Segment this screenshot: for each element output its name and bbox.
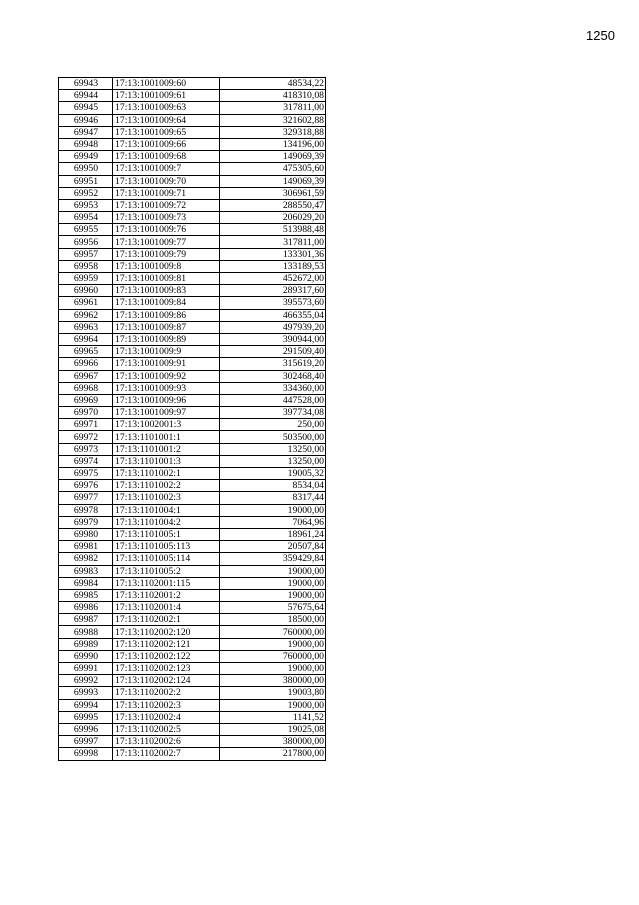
cadastral-code-cell: 17:13:1102001:115 bbox=[113, 577, 220, 589]
cadastral-code-cell: 17:13:1001009:92 bbox=[113, 370, 220, 382]
row-id-cell: 69971 bbox=[59, 419, 113, 431]
value-cell: 760000,00 bbox=[220, 626, 326, 638]
value-cell: 149069,39 bbox=[220, 175, 326, 187]
value-cell: 19000,00 bbox=[220, 504, 326, 516]
value-cell: 315619,20 bbox=[220, 358, 326, 370]
cadastral-code-cell: 17:13:1001009:86 bbox=[113, 309, 220, 321]
row-id-cell: 69944 bbox=[59, 90, 113, 102]
value-cell: 19000,00 bbox=[220, 577, 326, 589]
table-row bbox=[59, 419, 326, 431]
row-id-cell: 69995 bbox=[59, 711, 113, 723]
row-id-cell: 69984 bbox=[59, 577, 113, 589]
cadastral-code-cell: 17:13:1001009:76 bbox=[113, 224, 220, 236]
table-row bbox=[59, 431, 326, 443]
row-id-cell: 69973 bbox=[59, 443, 113, 455]
row-id-cell: 69975 bbox=[59, 468, 113, 480]
value-cell: 447528,00 bbox=[220, 394, 326, 406]
row-id-cell: 69981 bbox=[59, 541, 113, 553]
cadastral-code-cell: 17:13:1101005:2 bbox=[113, 565, 220, 577]
cadastral-code-cell: 17:13:1001009:63 bbox=[113, 102, 220, 114]
value-cell: 134196,00 bbox=[220, 138, 326, 150]
value-cell: 317811,00 bbox=[220, 236, 326, 248]
table-row bbox=[59, 699, 326, 711]
row-id-cell: 69955 bbox=[59, 224, 113, 236]
table-row bbox=[59, 663, 326, 675]
row-id-cell: 69964 bbox=[59, 333, 113, 345]
cadastral-code-cell: 17:13:1101002:2 bbox=[113, 480, 220, 492]
cadastral-code-cell: 17:13:1001009:61 bbox=[113, 90, 220, 102]
row-id-cell: 69948 bbox=[59, 138, 113, 150]
value-cell: 19000,00 bbox=[220, 663, 326, 675]
row-id-cell: 69958 bbox=[59, 260, 113, 272]
row-id-cell: 69979 bbox=[59, 516, 113, 528]
value-cell: 466355,04 bbox=[220, 309, 326, 321]
cadastral-code-cell: 17:13:1101002:3 bbox=[113, 492, 220, 504]
cadastral-code-cell: 17:13:1001009:93 bbox=[113, 382, 220, 394]
value-cell: 503500,00 bbox=[220, 431, 326, 443]
table-row bbox=[59, 468, 326, 480]
cadastral-code-cell: 17:13:1001009:81 bbox=[113, 273, 220, 285]
cadastral-code-cell: 17:13:1102001:4 bbox=[113, 602, 220, 614]
row-id-cell: 69989 bbox=[59, 638, 113, 650]
value-cell: 13250,00 bbox=[220, 455, 326, 467]
row-id-cell: 69960 bbox=[59, 285, 113, 297]
value-cell: 18500,00 bbox=[220, 614, 326, 626]
value-cell: 497939,20 bbox=[220, 321, 326, 333]
cadastral-code-cell: 17:13:1102002:2 bbox=[113, 687, 220, 699]
row-id-cell: 69950 bbox=[59, 163, 113, 175]
cadastral-code-cell: 17:13:1001009:7 bbox=[113, 163, 220, 175]
value-cell: 329318,88 bbox=[220, 126, 326, 138]
value-cell: 19000,00 bbox=[220, 565, 326, 577]
value-cell: 57675,64 bbox=[220, 602, 326, 614]
row-id-cell: 69977 bbox=[59, 492, 113, 504]
value-cell: 334360,00 bbox=[220, 382, 326, 394]
records-table-body bbox=[59, 78, 326, 761]
table-row bbox=[59, 516, 326, 528]
row-id-cell: 69974 bbox=[59, 455, 113, 467]
cadastral-code-cell: 17:13:1102002:1 bbox=[113, 614, 220, 626]
cadastral-code-cell: 17:13:1001009:64 bbox=[113, 114, 220, 126]
cadastral-code-cell: 17:13:1102002:124 bbox=[113, 675, 220, 687]
table-row bbox=[59, 151, 326, 163]
value-cell: 321602,88 bbox=[220, 114, 326, 126]
table-row bbox=[59, 370, 326, 382]
row-id-cell: 69953 bbox=[59, 199, 113, 211]
row-id-cell: 69990 bbox=[59, 650, 113, 662]
cadastral-code-cell: 17:13:1101004:1 bbox=[113, 504, 220, 516]
table-row bbox=[59, 78, 326, 90]
table-row bbox=[59, 321, 326, 333]
table-row bbox=[59, 394, 326, 406]
row-id-cell: 69965 bbox=[59, 346, 113, 358]
table-row bbox=[59, 199, 326, 211]
cadastral-code-cell: 17:13:1002001:3 bbox=[113, 419, 220, 431]
cadastral-code-cell: 17:13:1102002:5 bbox=[113, 723, 220, 735]
value-cell: 19000,00 bbox=[220, 638, 326, 650]
value-cell: 217800,00 bbox=[220, 748, 326, 760]
row-id-cell: 69992 bbox=[59, 675, 113, 687]
cadastral-code-cell: 17:13:1001009:97 bbox=[113, 407, 220, 419]
cadastral-code-cell: 17:13:1101001:3 bbox=[113, 455, 220, 467]
row-id-cell: 69943 bbox=[59, 78, 113, 90]
table-row bbox=[59, 273, 326, 285]
value-cell: 19025,08 bbox=[220, 723, 326, 735]
table-row bbox=[59, 711, 326, 723]
table-row bbox=[59, 589, 326, 601]
cadastral-code-cell: 17:13:1001009:73 bbox=[113, 212, 220, 224]
row-id-cell: 69985 bbox=[59, 589, 113, 601]
row-id-cell: 69991 bbox=[59, 663, 113, 675]
table-row bbox=[59, 102, 326, 114]
cadastral-code-cell: 17:13:1102002:7 bbox=[113, 748, 220, 760]
row-id-cell: 69998 bbox=[59, 748, 113, 760]
table-row bbox=[59, 163, 326, 175]
cadastral-code-cell: 17:13:1102002:6 bbox=[113, 736, 220, 748]
cadastral-code-cell: 17:13:1102002:123 bbox=[113, 663, 220, 675]
cadastral-code-cell: 17:13:1102002:121 bbox=[113, 638, 220, 650]
value-cell: 48534,22 bbox=[220, 78, 326, 90]
cadastral-code-cell: 17:13:1001009:9 bbox=[113, 346, 220, 358]
cadastral-code-cell: 17:13:1001009:96 bbox=[113, 394, 220, 406]
table-row bbox=[59, 748, 326, 760]
table-row bbox=[59, 90, 326, 102]
row-id-cell: 69951 bbox=[59, 175, 113, 187]
table-row bbox=[59, 175, 326, 187]
row-id-cell: 69969 bbox=[59, 394, 113, 406]
value-cell: 13250,00 bbox=[220, 443, 326, 455]
cadastral-code-cell: 17:13:1001009:83 bbox=[113, 285, 220, 297]
cadastral-code-cell: 17:13:1001009:65 bbox=[113, 126, 220, 138]
cadastral-code-cell: 17:13:1001009:84 bbox=[113, 297, 220, 309]
value-cell: 291509,40 bbox=[220, 346, 326, 358]
table-row bbox=[59, 736, 326, 748]
value-cell: 19005,32 bbox=[220, 468, 326, 480]
table-row bbox=[59, 114, 326, 126]
row-id-cell: 69954 bbox=[59, 212, 113, 224]
table-row bbox=[59, 504, 326, 516]
table-row bbox=[59, 236, 326, 248]
row-id-cell: 69968 bbox=[59, 382, 113, 394]
value-cell: 359429,84 bbox=[220, 553, 326, 565]
table-row bbox=[59, 358, 326, 370]
value-cell: 19003,80 bbox=[220, 687, 326, 699]
value-cell: 380000,00 bbox=[220, 675, 326, 687]
value-cell: 475305,60 bbox=[220, 163, 326, 175]
cadastral-code-cell: 17:13:1101001:2 bbox=[113, 443, 220, 455]
value-cell: 20507,84 bbox=[220, 541, 326, 553]
table-row bbox=[59, 687, 326, 699]
value-cell: 288550,47 bbox=[220, 199, 326, 211]
cadastral-code-cell: 17:13:1001009:60 bbox=[113, 78, 220, 90]
cadastral-code-cell: 17:13:1102001:2 bbox=[113, 589, 220, 601]
cadastral-code-cell: 17:13:1001009:66 bbox=[113, 138, 220, 150]
value-cell: 452672,00 bbox=[220, 273, 326, 285]
value-cell: 149069,39 bbox=[220, 151, 326, 163]
cadastral-code-cell: 17:13:1102002:3 bbox=[113, 699, 220, 711]
value-cell: 250,00 bbox=[220, 419, 326, 431]
table-row bbox=[59, 382, 326, 394]
table-row bbox=[59, 638, 326, 650]
value-cell: 306961,59 bbox=[220, 187, 326, 199]
value-cell: 317811,00 bbox=[220, 102, 326, 114]
row-id-cell: 69997 bbox=[59, 736, 113, 748]
value-cell: 1141,52 bbox=[220, 711, 326, 723]
cadastral-code-cell: 17:13:1102002:122 bbox=[113, 650, 220, 662]
value-cell: 206029,20 bbox=[220, 212, 326, 224]
cadastral-code-cell: 17:13:1001009:8 bbox=[113, 260, 220, 272]
table-row bbox=[59, 723, 326, 735]
cadastral-code-cell: 17:13:1001009:72 bbox=[113, 199, 220, 211]
cadastral-code-cell: 17:13:1001009:68 bbox=[113, 151, 220, 163]
cadastral-code-cell: 17:13:1101005:1 bbox=[113, 528, 220, 540]
table-row bbox=[59, 187, 326, 199]
row-id-cell: 69949 bbox=[59, 151, 113, 163]
row-id-cell: 69945 bbox=[59, 102, 113, 114]
row-id-cell: 69996 bbox=[59, 723, 113, 735]
cadastral-code-cell: 17:13:1001009:70 bbox=[113, 175, 220, 187]
table-row bbox=[59, 528, 326, 540]
cadastral-code-cell: 17:13:1101002:1 bbox=[113, 468, 220, 480]
row-id-cell: 69946 bbox=[59, 114, 113, 126]
value-cell: 760000,00 bbox=[220, 650, 326, 662]
value-cell: 8317,44 bbox=[220, 492, 326, 504]
row-id-cell: 69972 bbox=[59, 431, 113, 443]
table-row bbox=[59, 602, 326, 614]
row-id-cell: 69963 bbox=[59, 321, 113, 333]
table-row bbox=[59, 297, 326, 309]
table-row bbox=[59, 626, 326, 638]
row-id-cell: 69978 bbox=[59, 504, 113, 516]
table-row bbox=[59, 248, 326, 260]
table-row bbox=[59, 577, 326, 589]
cadastral-code-cell: 17:13:1101005:114 bbox=[113, 553, 220, 565]
row-id-cell: 69966 bbox=[59, 358, 113, 370]
table-row bbox=[59, 443, 326, 455]
row-id-cell: 69983 bbox=[59, 565, 113, 577]
table-row bbox=[59, 455, 326, 467]
value-cell: 133189,53 bbox=[220, 260, 326, 272]
row-id-cell: 69947 bbox=[59, 126, 113, 138]
row-id-cell: 69956 bbox=[59, 236, 113, 248]
row-id-cell: 69962 bbox=[59, 309, 113, 321]
value-cell: 8534,04 bbox=[220, 480, 326, 492]
row-id-cell: 69961 bbox=[59, 297, 113, 309]
row-id-cell: 69980 bbox=[59, 528, 113, 540]
cadastral-code-cell: 17:13:1001009:87 bbox=[113, 321, 220, 333]
row-id-cell: 69957 bbox=[59, 248, 113, 260]
records-table bbox=[58, 77, 326, 761]
cadastral-code-cell: 17:13:1101001:1 bbox=[113, 431, 220, 443]
value-cell: 380000,00 bbox=[220, 736, 326, 748]
value-cell: 19000,00 bbox=[220, 699, 326, 711]
cadastral-code-cell: 17:13:1001009:91 bbox=[113, 358, 220, 370]
table-row bbox=[59, 407, 326, 419]
value-cell: 395573,60 bbox=[220, 297, 326, 309]
table-row bbox=[59, 285, 326, 297]
cadastral-code-cell: 17:13:1001009:71 bbox=[113, 187, 220, 199]
row-id-cell: 69952 bbox=[59, 187, 113, 199]
table-row bbox=[59, 126, 326, 138]
row-id-cell: 69976 bbox=[59, 480, 113, 492]
cadastral-code-cell: 17:13:1102002:120 bbox=[113, 626, 220, 638]
cadastral-code-cell: 17:13:1001009:77 bbox=[113, 236, 220, 248]
table-row bbox=[59, 614, 326, 626]
table-row bbox=[59, 650, 326, 662]
table-row bbox=[59, 309, 326, 321]
table-row bbox=[59, 565, 326, 577]
row-id-cell: 69987 bbox=[59, 614, 113, 626]
value-cell: 397734,08 bbox=[220, 407, 326, 419]
value-cell: 19000,00 bbox=[220, 589, 326, 601]
cadastral-code-cell: 17:13:1101005:113 bbox=[113, 541, 220, 553]
row-id-cell: 69970 bbox=[59, 407, 113, 419]
value-cell: 289317,60 bbox=[220, 285, 326, 297]
table-row bbox=[59, 675, 326, 687]
value-cell: 390944,00 bbox=[220, 333, 326, 345]
row-id-cell: 69993 bbox=[59, 687, 113, 699]
table-row bbox=[59, 541, 326, 553]
value-cell: 513988,48 bbox=[220, 224, 326, 236]
table-row bbox=[59, 480, 326, 492]
cadastral-code-cell: 17:13:1001009:89 bbox=[113, 333, 220, 345]
table-row bbox=[59, 333, 326, 345]
cadastral-code-cell: 17:13:1001009:79 bbox=[113, 248, 220, 260]
row-id-cell: 69967 bbox=[59, 370, 113, 382]
page-number: 1250 bbox=[586, 28, 615, 43]
cadastral-code-cell: 17:13:1102002:4 bbox=[113, 711, 220, 723]
value-cell: 418310,08 bbox=[220, 90, 326, 102]
table-row bbox=[59, 492, 326, 504]
table-row bbox=[59, 138, 326, 150]
row-id-cell: 69959 bbox=[59, 273, 113, 285]
row-id-cell: 69994 bbox=[59, 699, 113, 711]
value-cell: 7064,96 bbox=[220, 516, 326, 528]
value-cell: 133301,36 bbox=[220, 248, 326, 260]
table-row bbox=[59, 553, 326, 565]
value-cell: 18961,24 bbox=[220, 528, 326, 540]
value-cell: 302468,40 bbox=[220, 370, 326, 382]
table-row bbox=[59, 260, 326, 272]
table-row bbox=[59, 346, 326, 358]
row-id-cell: 69982 bbox=[59, 553, 113, 565]
row-id-cell: 69988 bbox=[59, 626, 113, 638]
cadastral-code-cell: 17:13:1101004:2 bbox=[113, 516, 220, 528]
table-row bbox=[59, 212, 326, 224]
table-row bbox=[59, 224, 326, 236]
row-id-cell: 69986 bbox=[59, 602, 113, 614]
